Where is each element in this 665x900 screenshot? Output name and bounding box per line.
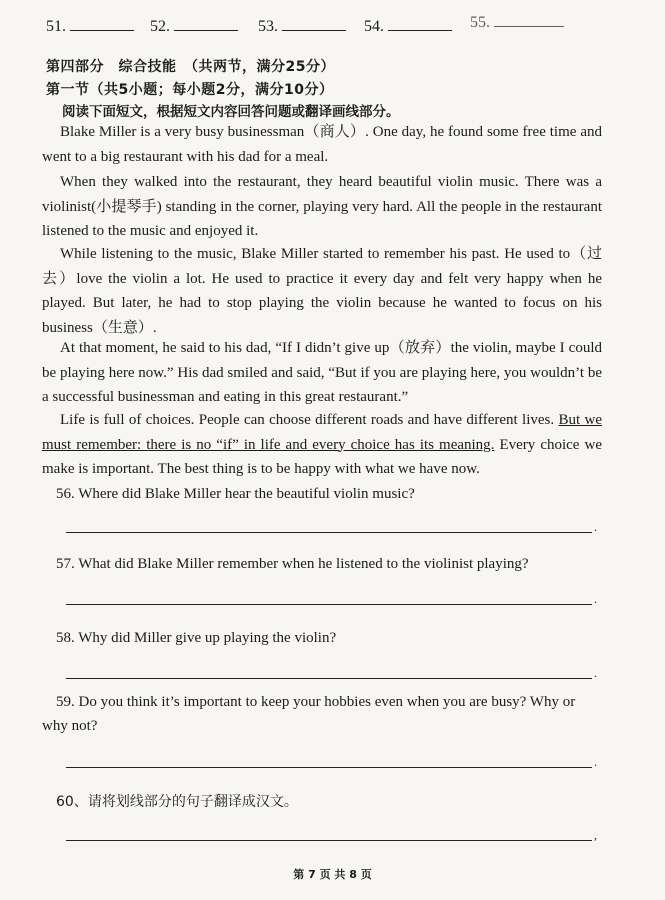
passage-paragraph-4: At that moment, he said to his dad, “If I didn’t give up（放弃）the violin, maybe I could be playing here now.” His dad smiled and said, “But if you are playing here, you wouldn’t be a successful businessman and eating in this great restaurant.”	[42, 340, 602, 405]
part-four-heading: 第四部分 综合技能 （共两节，满分25分）	[46, 59, 335, 75]
answer-line-56[interactable]	[66, 532, 592, 533]
passage-paragraph-3: While listening to the music, Blake Miller started to remember his past. He used to（过去）love the violin a lot. He used to practice it every day and felt very happy when he played. But later, he had to stop playing the violin because he wanted to focus on his business（生意）.	[42, 246, 602, 336]
answer-blank-55[interactable]: 55.	[470, 10, 564, 32]
answer-blank-54[interactable]: 54.	[364, 14, 452, 36]
answer-line-59[interactable]	[66, 767, 592, 768]
underlined-sentence: But we must remember: there is no “if” in life and every choice has its meaning.	[42, 412, 602, 453]
passage-paragraph-5-end: Every choice we make is important. The best thing is to be happy with what we have now.	[42, 436, 602, 477]
answer-blanks-row	[46, 14, 645, 46]
answer-blank-53[interactable]: 53.	[258, 14, 346, 36]
question-57: 57. What did Blake Miller remember when he listened to the violinist playing?	[56, 556, 529, 572]
question-56: 56. Where did Blake Miller hear the beautiful violin music?	[56, 486, 415, 502]
page-number-footer: 第 7 页 共 8 页	[293, 868, 372, 881]
exam-page: 51. 52. 53. 54. 55. 第四部分 综合技能 （共两节，满分25分） 第一节（共5小题；每小题2分，满分10分） 阅读下面短文，根据短文内容回答问题或翻译画线部分。 Blake Miller is a very busy businessman（商人）. One day, he found some free time and went to a big restaurant with his dad for a meal. When they walked into the restaurant, they heard beautiful violin music. There was a violinist(小提琴手) standing in the corner, playing very hard. All the people in the restaurant listened to the music and enjoyed it. While listening to the music, Blake Miller started to remember his past. He used to（过去）love the violin a lot. He used to practice it every day and felt very happy when he played. But later, he had to stop playing the violin because he wanted to focus on his business（生意）. At that moment, he said to his dad, “If I didn’t give up（放弃）the violin, maybe I could be playing here now.” His dad smiled and said, “But if you are playing here, you wouldn’t be a successful businessman and eating in this great restaurant.” Life is full of choices. People can choose different roads and have different lives. But we must remember: there is no “if” in life and every choice has its meaning. Every choice we make is important. The best thing is to be happy with what we have now. 56. Where did Blake Miller hear the beautiful violin music? . 57. What did Blake Miller remember when he listened to the violinist playing? . 58. Why did Miller give up playing the violin? . 59. Do you think it’s important to keep your hobbies even when you are busy? Why or why not? . 60、请将划线部分的句子翻译成汉文。 , 第 7 页 共 8 页	[0, 0, 665, 900]
question-60: 60、请将划线部分的句子翻译成汉文。	[56, 794, 298, 810]
answer-line-60[interactable]	[66, 840, 592, 841]
reading-instruction: 阅读下面短文，根据短文内容回答问题或翻译画线部分。	[62, 104, 400, 120]
answer-line-57[interactable]	[66, 604, 592, 605]
passage-paragraph-2: When they walked into the restaurant, they heard beautiful violin music. There was a violinist(小提琴手) standing in the corner, playing very hard. All the people in the restaurant listened to the music and enjoyed it.	[42, 174, 602, 239]
question-59: 59. Do you think it’s important to keep your hobbies even when you are busy? Why or why not?	[42, 694, 576, 734]
answer-blank-51[interactable]: 51.	[46, 14, 134, 36]
answer-blank-52[interactable]: 52.	[150, 14, 238, 36]
answer-line-58[interactable]	[66, 678, 592, 679]
passage-paragraph-5	[42, 408, 602, 482]
passage-paragraph-1: Blake Miller is a very busy businessman（商人）. One day, he found some free time and went to a big restaurant with his dad for a meal.	[42, 124, 602, 165]
passage-paragraph-5-start: Life is full of choices. People can choose different roads and have different lives.	[60, 412, 559, 428]
question-58: 58. Why did Miller give up playing the violin?	[56, 630, 337, 646]
section-one-heading: 第一节（共5小题；每小题2分，满分10分）	[46, 82, 334, 98]
